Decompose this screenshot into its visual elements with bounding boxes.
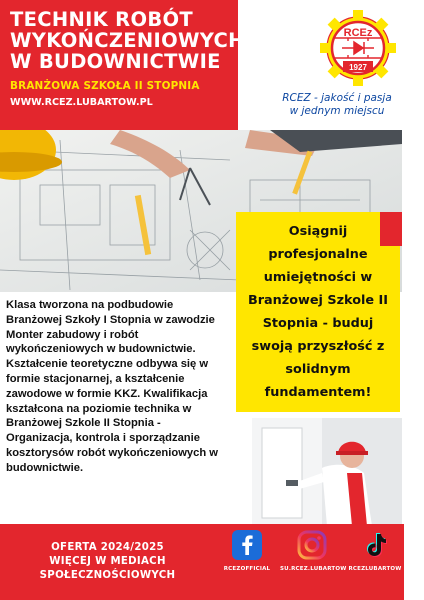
logo-name: RCEz <box>343 27 373 39</box>
instagram-handle: SU.RCEZ.LUBARTOW <box>280 566 347 572</box>
page-title: TECHNIK ROBÓT WYKOŃCZENIOWYCH W BUDOWNICTWIE <box>10 8 245 73</box>
tiktok-handle: RCEZLUBARTOW <box>348 566 402 572</box>
program-description: Klasa tworzona na podbudowie Branżowej Szkoły I Stopnia w zawodzie Monter zabudowy i robót wykończeniowych w budownictwie. Kształcenie teoretyczne odbywa się w formie stacjonarnej, a kształcenie zawodowe w formie KKZ. Kwalifikacja kształcona na poziomie technika w Branżowej Szkole II Stopnia - Organizacja, kontrola i sporządzanie kosztorysów robót wykończeniowych w budownictwie. <box>6 299 218 474</box>
website-link[interactable]: WWW.RCEZ.LUBARTOW.PL <box>10 97 153 108</box>
header-banner <box>0 0 245 132</box>
facebook-link[interactable] <box>215 530 279 572</box>
facebook-handle: RCEZOFFICIAL <box>223 566 271 572</box>
slogan: RCEZ - jakość i pasja w jednym miejscu <box>282 92 392 117</box>
tiktok-link[interactable] <box>343 530 407 572</box>
tiktok-icon[interactable] <box>360 530 390 560</box>
school-logo <box>318 8 398 88</box>
gear-logo-icon <box>318 8 398 88</box>
offer-line-3: SPOŁECZNOŚCIOWYCH <box>39 570 176 581</box>
quote-box <box>236 212 400 412</box>
offer-line-2: WIĘCEJ W MEDIACH <box>49 556 166 567</box>
facebook-icon[interactable] <box>232 530 262 560</box>
quote-text: Osiągnij profesjonalne umiejętności w Branżowej Szkole II Stopnia - buduj swoją przyszłość z solidnym fundamentem! <box>247 224 389 400</box>
school-subtitle: BRANŻOWA SZKOŁA II STOPNIA <box>10 80 200 92</box>
logo-year: 1927 <box>349 63 367 72</box>
instagram-icon[interactable] <box>297 530 327 560</box>
worker-photo <box>252 418 402 526</box>
offer-line-1: OFERTA 2024/2025 <box>51 542 164 553</box>
instagram-link[interactable] <box>280 530 347 572</box>
offer-text <box>10 541 205 583</box>
red-accent-bar <box>380 212 402 246</box>
